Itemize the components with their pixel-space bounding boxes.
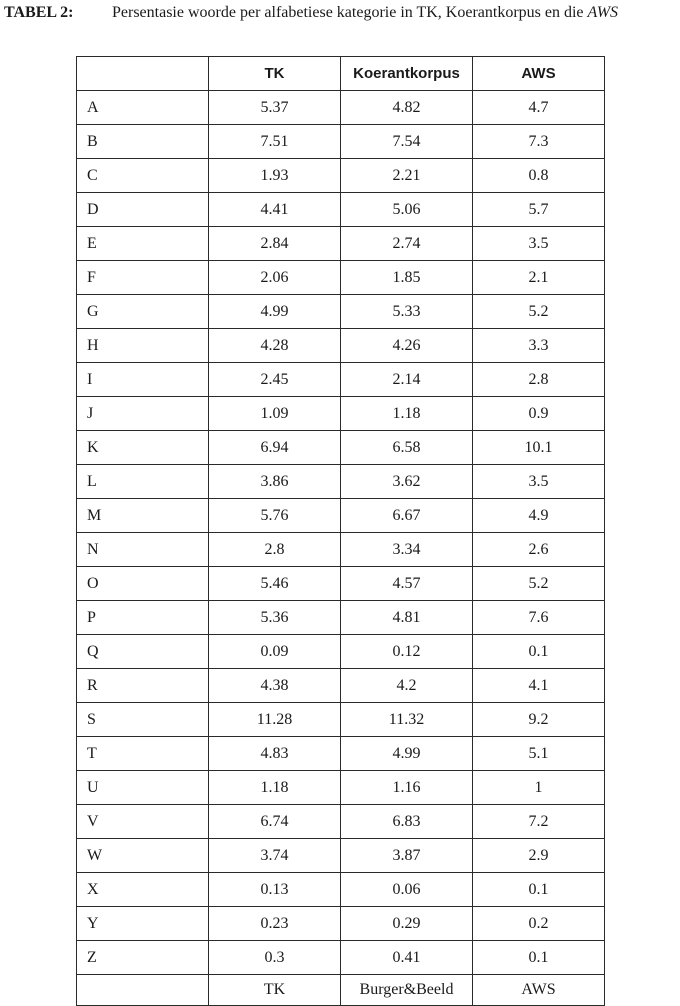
source-row (77, 975, 605, 1006)
table-row (77, 193, 605, 227)
tk-cell: 0.23 (209, 907, 341, 941)
category-cell: L (77, 465, 209, 499)
header-cell-aws: AWS (473, 57, 605, 91)
koerantkorpus-cell: 2.14 (341, 363, 473, 397)
category-cell: H (77, 329, 209, 363)
table-row (77, 839, 605, 873)
koerantkorpus-cell: 1.16 (341, 771, 473, 805)
tk-cell: 4.28 (209, 329, 341, 363)
tk-cell: 2.45 (209, 363, 341, 397)
table-row (77, 737, 605, 771)
header-row (77, 57, 605, 91)
table-caption (4, 2, 618, 24)
koerantkorpus-cell: 6.67 (341, 499, 473, 533)
koerantkorpus-cell: 2.21 (341, 159, 473, 193)
table-row (77, 363, 605, 397)
koerantkorpus-cell: 2.74 (341, 227, 473, 261)
koerantkorpus-cell: 6.58 (341, 431, 473, 465)
table-row (77, 771, 605, 805)
koerantkorpus-cell: 1.18 (341, 397, 473, 431)
table-row (77, 465, 605, 499)
category-cell: P (77, 601, 209, 635)
aws-cell: 2.8 (473, 363, 605, 397)
table-row (77, 499, 605, 533)
source-cell-burger-beeld: Burger&Beeld (341, 975, 473, 1006)
category-cell: R (77, 669, 209, 703)
tk-cell: 4.83 (209, 737, 341, 771)
table-row (77, 261, 605, 295)
category-cell: U (77, 771, 209, 805)
table-row (77, 125, 605, 159)
aws-cell: 2.6 (473, 533, 605, 567)
category-cell: M (77, 499, 209, 533)
tk-cell: 2.06 (209, 261, 341, 295)
aws-cell: 3.5 (473, 227, 605, 261)
table-row (77, 397, 605, 431)
koerantkorpus-cell: 3.87 (341, 839, 473, 873)
tk-cell: 0.3 (209, 941, 341, 975)
category-cell: O (77, 567, 209, 601)
tk-cell: 3.86 (209, 465, 341, 499)
aws-cell: 0.1 (473, 873, 605, 907)
category-cell: W (77, 839, 209, 873)
header-cell-tk: TK (209, 57, 341, 91)
category-cell: T (77, 737, 209, 771)
aws-cell: 0.1 (473, 941, 605, 975)
aws-cell: 10.1 (473, 431, 605, 465)
aws-cell: 5.7 (473, 193, 605, 227)
tk-cell: 1.09 (209, 397, 341, 431)
aws-cell: 4.9 (473, 499, 605, 533)
tk-cell: 6.94 (209, 431, 341, 465)
koerantkorpus-cell: 5.06 (341, 193, 473, 227)
table-row (77, 227, 605, 261)
tk-cell: 3.74 (209, 839, 341, 873)
table-row (77, 941, 605, 975)
table-row (77, 601, 605, 635)
category-cell: N (77, 533, 209, 567)
caption-text: Persentasie woorde per alfabetiese kategorie in TK, Koerantkorpus en die (112, 4, 588, 21)
tk-cell: 1.93 (209, 159, 341, 193)
tk-cell: 11.28 (209, 703, 341, 737)
table-row (77, 907, 605, 941)
tk-cell: 1.18 (209, 771, 341, 805)
aws-cell: 5.2 (473, 567, 605, 601)
table-body (77, 91, 605, 1006)
tk-cell: 0.13 (209, 873, 341, 907)
table-row (77, 295, 605, 329)
koerantkorpus-cell: 0.06 (341, 873, 473, 907)
tk-cell: 4.41 (209, 193, 341, 227)
category-cell: C (77, 159, 209, 193)
tk-cell: 6.74 (209, 805, 341, 839)
koerantkorpus-cell: 4.99 (341, 737, 473, 771)
koerantkorpus-cell: 4.2 (341, 669, 473, 703)
category-cell: Q (77, 635, 209, 669)
table-row (77, 431, 605, 465)
koerantkorpus-cell: 0.41 (341, 941, 473, 975)
koerantkorpus-cell: 0.12 (341, 635, 473, 669)
category-cell: A (77, 91, 209, 125)
category-cell: G (77, 295, 209, 329)
caption-italic: AWS (587, 4, 619, 21)
header-cell-koerantkorpus: Koerantkorpus (341, 57, 473, 91)
aws-cell: 2.9 (473, 839, 605, 873)
aws-cell: 0.8 (473, 159, 605, 193)
koerantkorpus-cell: 3.34 (341, 533, 473, 567)
koerantkorpus-cell: 1.85 (341, 261, 473, 295)
table-row (77, 703, 605, 737)
aws-cell: 5.1 (473, 737, 605, 771)
aws-cell: 0.2 (473, 907, 605, 941)
aws-cell: 3.5 (473, 465, 605, 499)
category-cell: J (77, 397, 209, 431)
tk-cell: 5.46 (209, 567, 341, 601)
koerantkorpus-cell: 3.62 (341, 465, 473, 499)
tk-cell: 5.37 (209, 91, 341, 125)
koerantkorpus-cell: 4.82 (341, 91, 473, 125)
aws-cell: 4.7 (473, 91, 605, 125)
tk-cell: 7.51 (209, 125, 341, 159)
table-row (77, 805, 605, 839)
koerantkorpus-cell: 5.33 (341, 295, 473, 329)
koerantkorpus-cell: 4.81 (341, 601, 473, 635)
aws-cell: 7.2 (473, 805, 605, 839)
category-cell: F (77, 261, 209, 295)
aws-cell: 4.1 (473, 669, 605, 703)
tk-cell: 5.36 (209, 601, 341, 635)
aws-cell: 3.3 (473, 329, 605, 363)
table-row (77, 873, 605, 907)
aws-cell: 0.1 (473, 635, 605, 669)
koerantkorpus-cell: 11.32 (341, 703, 473, 737)
source-cell-empty (77, 975, 209, 1006)
aws-cell: 9.2 (473, 703, 605, 737)
category-cell: I (77, 363, 209, 397)
aws-cell: 2.1 (473, 261, 605, 295)
source-cell-tk: TK (209, 975, 341, 1006)
tk-cell: 4.99 (209, 295, 341, 329)
percentage-table (76, 56, 605, 1006)
header-cell-category (77, 57, 209, 91)
tk-cell: 4.38 (209, 669, 341, 703)
table-row (77, 533, 605, 567)
category-cell: V (77, 805, 209, 839)
aws-cell: 7.3 (473, 125, 605, 159)
category-cell: K (77, 431, 209, 465)
category-cell: S (77, 703, 209, 737)
table-row (77, 329, 605, 363)
table-row (77, 635, 605, 669)
table-row (77, 669, 605, 703)
category-cell: B (77, 125, 209, 159)
aws-cell: 5.2 (473, 295, 605, 329)
table-row (77, 567, 605, 601)
koerantkorpus-cell: 4.26 (341, 329, 473, 363)
table-row (77, 159, 605, 193)
koerantkorpus-cell: 0.29 (341, 907, 473, 941)
table-row (77, 91, 605, 125)
koerantkorpus-cell: 7.54 (341, 125, 473, 159)
aws-cell: 0.9 (473, 397, 605, 431)
koerantkorpus-cell: 6.83 (341, 805, 473, 839)
caption-label: TABEL 2: (4, 4, 74, 21)
tk-cell: 2.8 (209, 533, 341, 567)
category-cell: Y (77, 907, 209, 941)
category-cell: X (77, 873, 209, 907)
aws-cell: 1 (473, 771, 605, 805)
tk-cell: 5.76 (209, 499, 341, 533)
aws-cell: 7.6 (473, 601, 605, 635)
tk-cell: 0.09 (209, 635, 341, 669)
koerantkorpus-cell: 4.57 (341, 567, 473, 601)
tk-cell: 2.84 (209, 227, 341, 261)
category-cell: Z (77, 941, 209, 975)
category-cell: D (77, 193, 209, 227)
category-cell: E (77, 227, 209, 261)
source-cell-aws: AWS (473, 975, 605, 1006)
